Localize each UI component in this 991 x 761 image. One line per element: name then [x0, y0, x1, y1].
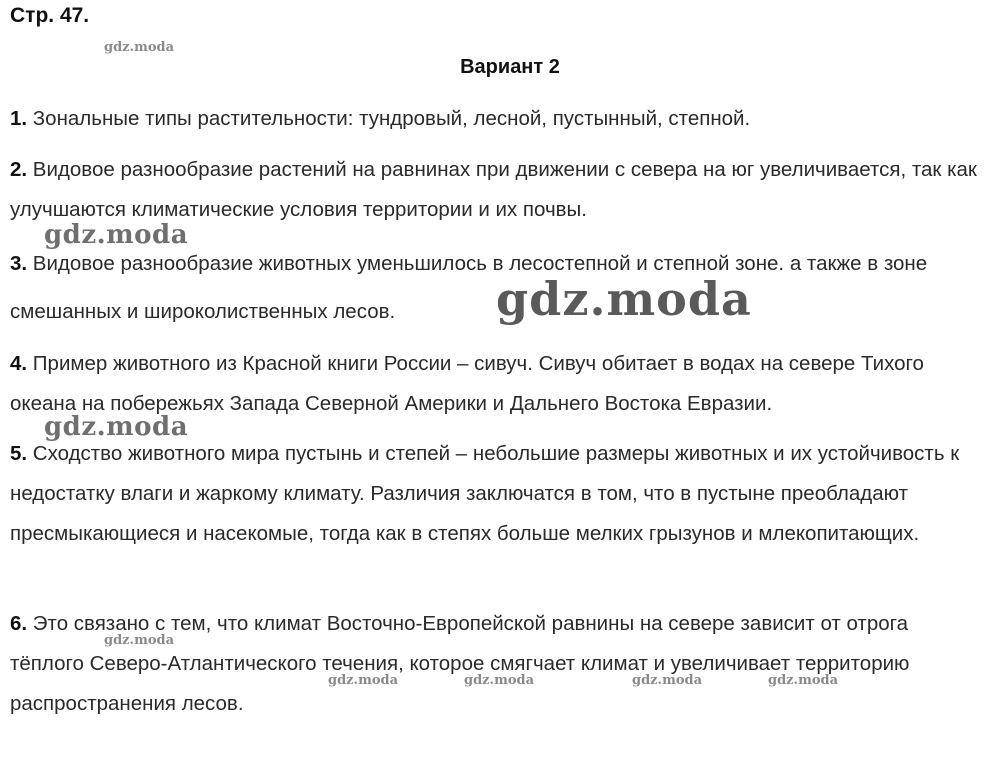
- answer-number: 5.: [10, 442, 28, 465]
- answer-4: [10, 344, 985, 424]
- watermark: gdz.moda: [768, 673, 839, 688]
- watermark: gdz.moda: [632, 673, 703, 688]
- answer-3: [10, 240, 985, 336]
- answer-number: 4.: [10, 352, 28, 375]
- answer-text: Пример животного из Красной книги России – сивуч. Сивуч обитает в водах на севере Тихого океана на побережьях Запада Северной Америки и Дальнего Востока Евразии.: [10, 352, 924, 415]
- watermark: gdz.moda: [328, 673, 399, 688]
- answer-text: Зональные типы растительности: тундровый, лесной, пустынный, степной.: [27, 107, 751, 130]
- answer-number: 6.: [10, 612, 28, 635]
- answer-text: Это связано с тем, что климат Восточно-Европейской равнины на севере зависит от отрога тёплого Северо-Атлантического течения, которое смягчает климат и увеличивает территорию распространения лесов.: [10, 612, 910, 715]
- answer-6: [10, 604, 985, 724]
- answer-2: [10, 150, 985, 230]
- watermark: gdz.moda: [44, 220, 189, 250]
- watermark: gdz.moda: [464, 673, 535, 688]
- watermark: gdz.moda: [104, 633, 175, 648]
- answer-number: 2.: [10, 158, 28, 181]
- variant-title: Вариант 2: [460, 56, 560, 78]
- answer-number: 1.: [10, 107, 28, 130]
- answer-text: Видовое разнообразие растений на равнинах при движении с севера на юг увеличивается, так как улучшаются климатические условия территории и их почвы.: [10, 158, 977, 221]
- watermark: gdz.moda: [496, 272, 752, 326]
- watermark: gdz.moda: [44, 412, 189, 442]
- answer-5: [10, 434, 985, 554]
- watermark: gdz.moda: [104, 40, 175, 55]
- page-number: Стр. 47.: [10, 4, 90, 27]
- answer-1: [10, 99, 985, 139]
- answer-text: Видовое разнообразие животных уменьшилось в лесостепной и степной зоне. а также в зоне смешанных и широколиственных лесов.: [10, 252, 928, 323]
- answer-text: Сходство животного мира пустынь и степей – небольшие размеры животных и их устойчивость к недостатку влаги и жаркому климату. Различия заключатся в том, что в пустыне преобладают пресмыкающиеся и насекомые, тогда как в степях больше мелких грызунов и млекопитающих.: [10, 442, 960, 545]
- answer-number: 3.: [10, 252, 28, 275]
